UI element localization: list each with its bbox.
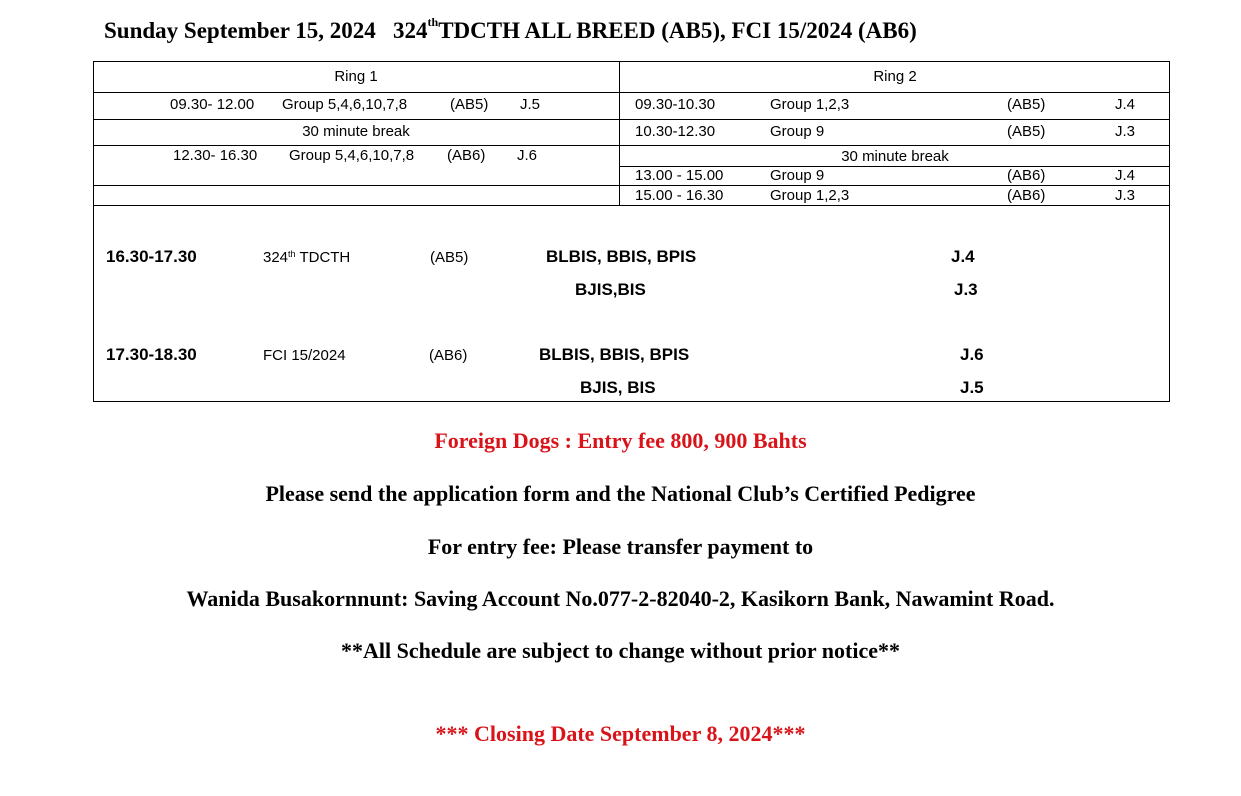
ring2-break: 30 minute break xyxy=(841,148,949,165)
ring1-judge: J.6 xyxy=(517,147,538,164)
ring2-group: Group 1,2,3 xyxy=(770,187,850,204)
finals-show-name: TDCTH xyxy=(295,249,351,266)
table-divider xyxy=(94,185,1169,186)
ring2-time: 13.00 - 15.00 xyxy=(635,167,724,184)
ring1-show: (AB5) xyxy=(450,96,489,113)
finals-code: (AB5) xyxy=(430,249,469,266)
finals-judge: J.3 xyxy=(954,280,978,299)
application-note: Please send the application form and the National Club’s Certified Pedigree xyxy=(265,481,976,506)
finals-show: FCI 15/2024 xyxy=(263,347,346,364)
ring1-show: (AB6) xyxy=(447,147,486,164)
ring2-group: Group 1,2,3 xyxy=(770,96,850,113)
closing-date: *** Closing Date September 8, 2024*** xyxy=(435,721,806,746)
ring2-group: Group 9 xyxy=(770,167,825,184)
finals-time: 17.30-18.30 xyxy=(106,345,197,364)
foreign-entry-fee: Foreign Dogs : Entry fee 800, 900 Bahts xyxy=(434,428,807,453)
finals-awards: BJIS, BIS xyxy=(580,378,656,397)
payment-note: For entry fee: Please transfer payment to xyxy=(427,534,814,559)
finals-judge: J.4 xyxy=(951,247,975,266)
ring1-time: 12.30- 16.30 xyxy=(173,147,258,164)
finals-judge: J.6 xyxy=(960,345,984,364)
ring2-judge: J.4 xyxy=(1115,167,1136,184)
ring-column-divider xyxy=(619,62,620,205)
table-divider xyxy=(94,119,1169,120)
ring2-judge: J.4 xyxy=(1115,96,1136,113)
ring1-judge: J.5 xyxy=(520,96,541,113)
ring1-break: 30 minute break xyxy=(302,123,410,140)
table-divider xyxy=(94,145,1169,146)
ring2-show: (AB5) xyxy=(1007,96,1046,113)
finals-awards: BLBIS, BBIS, BPIS xyxy=(546,247,697,266)
table-divider xyxy=(94,92,1169,93)
finals-code: (AB6) xyxy=(429,347,468,364)
show-number-suffix: th xyxy=(427,15,439,29)
show-number: 324 xyxy=(393,18,428,43)
ring2-time: 10.30-12.30 xyxy=(635,123,716,140)
show-name: TDCTH ALL BREED (AB5), FCI 15/2024 (AB6) xyxy=(438,18,917,43)
bank-account-note: Wanida Busakornnunt: Saving Account No.077-2-82040-2, Kasikorn Bank, Nawamint Road. xyxy=(186,586,1055,611)
ring1-group: Group 5,4,6,10,7,8 xyxy=(289,147,415,164)
ring2-time: 09.30-10.30 xyxy=(635,96,716,113)
ring2-time: 15.00 - 16.30 xyxy=(635,187,724,204)
schedule-table xyxy=(93,61,1170,402)
ring2-group: Group 9 xyxy=(770,123,825,140)
ring2-judge: J.3 xyxy=(1115,123,1136,140)
table-divider xyxy=(94,205,1169,206)
ring2-show: (AB6) xyxy=(1007,167,1046,184)
ring1-group: Group 5,4,6,10,7,8 xyxy=(282,96,408,113)
disclaimer-note: **All Schedule are subject to change without prior notice** xyxy=(341,638,900,663)
ring2-header: Ring 2 xyxy=(873,68,917,85)
ring1-header: Ring 1 xyxy=(334,68,378,85)
ring1-time: 09.30- 12.00 xyxy=(170,96,255,113)
ring2-show: (AB6) xyxy=(1007,187,1046,204)
ring2-judge: J.3 xyxy=(1115,187,1136,204)
page-title xyxy=(104,15,917,44)
ring2-show: (AB5) xyxy=(1007,123,1046,140)
finals-awards: BJIS,BIS xyxy=(575,280,646,299)
show-date: Sunday September 15, 2024 xyxy=(104,18,376,43)
finals-judge: J.5 xyxy=(960,378,984,397)
finals-show-number: 324 xyxy=(263,249,289,266)
finals-show xyxy=(263,249,350,267)
finals-awards: BLBIS, BBIS, BPIS xyxy=(539,345,690,364)
finals-time: 16.30-17.30 xyxy=(106,247,197,266)
finals-show-suffix: th xyxy=(288,249,296,259)
